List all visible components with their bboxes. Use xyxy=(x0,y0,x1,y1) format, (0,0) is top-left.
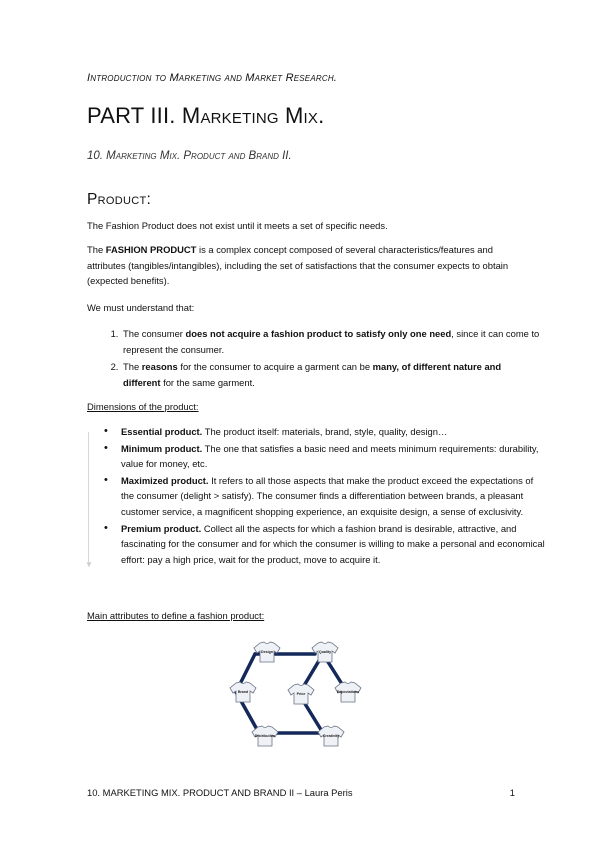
product-heading: Product: xyxy=(87,191,152,208)
diagram-node xyxy=(335,682,361,702)
diagram-node-label: Expectations xyxy=(336,690,360,694)
page-title: PART III. Marketing Mix. xyxy=(87,103,325,128)
page-footer xyxy=(87,787,515,798)
diagram-node-label: Price xyxy=(296,692,306,696)
list-item: • Minimum product. The one that satisfies a basic need and meets minimum requirements: durability, value for money, etc. xyxy=(121,441,545,472)
list-item: 2. The reasons for the consumer to acquire a garment can be many, of different nature and different for the same garment. xyxy=(121,359,541,390)
diagram-node xyxy=(288,684,314,704)
list-item: 1. The consumer does not acquire a fashion product to satisfy only one need, since it can come to represent the consumer. xyxy=(121,326,541,357)
diagram-node xyxy=(230,682,256,702)
diagram-node-label: Creativity xyxy=(322,734,340,738)
dimensions-list xyxy=(87,424,545,568)
diagram-node-label: Brand xyxy=(237,690,249,694)
diagram-node-label: Distribution xyxy=(254,734,276,738)
running-header: Introduction to Marketing and Market Research. xyxy=(87,72,338,84)
definition-paragraph: The FASHION PRODUCT is a complex concept composed of several characteristics/features and attributes (tangibles/intangibles), including the set of satisfactions that the consumer expects to obtain (expected benefits). xyxy=(87,244,509,287)
understanding-list xyxy=(87,326,541,392)
footer-text: 10. MARKETING MIX. PRODUCT AND BRAND II – Laura Peris xyxy=(87,787,353,798)
attributes-diagram xyxy=(215,636,365,754)
diagram-node-label: Design xyxy=(261,650,273,654)
section-subtitle: 10. Marketing Mix. Product and Brand II. xyxy=(87,150,292,162)
dimensions-title: Dimensions of the product: xyxy=(87,401,199,412)
diagram-node xyxy=(312,642,338,662)
attributes-title: Main attributes to define a fashion product: xyxy=(87,610,265,621)
rail-arrow-icon: ▼ xyxy=(85,560,93,569)
diagram-node xyxy=(252,726,278,746)
list-item: • Premium product. Collect all the aspects for which a fashion brand is desirable, attractive, and fascinating for the consumer and for which the consumer is willing to make a personal and economical effort: pay a high price, wait for the product, move to acquire it. xyxy=(121,521,545,568)
diagram-node-label: Quality xyxy=(318,650,332,654)
diagram-node xyxy=(318,726,344,746)
intro-paragraph: The Fashion Product does not exist until it meets a set of specific needs. xyxy=(87,220,388,231)
diagram-node xyxy=(254,642,280,662)
understand-paragraph: We must understand that: xyxy=(87,302,195,313)
page-number: 1 xyxy=(509,787,515,798)
list-item: • Essential product. The product itself: materials, brand, style, quality, design… xyxy=(121,424,545,440)
fashion-product-term: FASHION PRODUCT xyxy=(105,244,197,255)
list-item: • Maximized product. It refers to all those aspects that make the product exceed the expectations of the consumer (delight > satisfy). The consumer finds a differentiation between brands, a pleasant customer service, a magnificent shopping experience, an exquisite design, a sense of exclusivity. xyxy=(121,473,545,520)
